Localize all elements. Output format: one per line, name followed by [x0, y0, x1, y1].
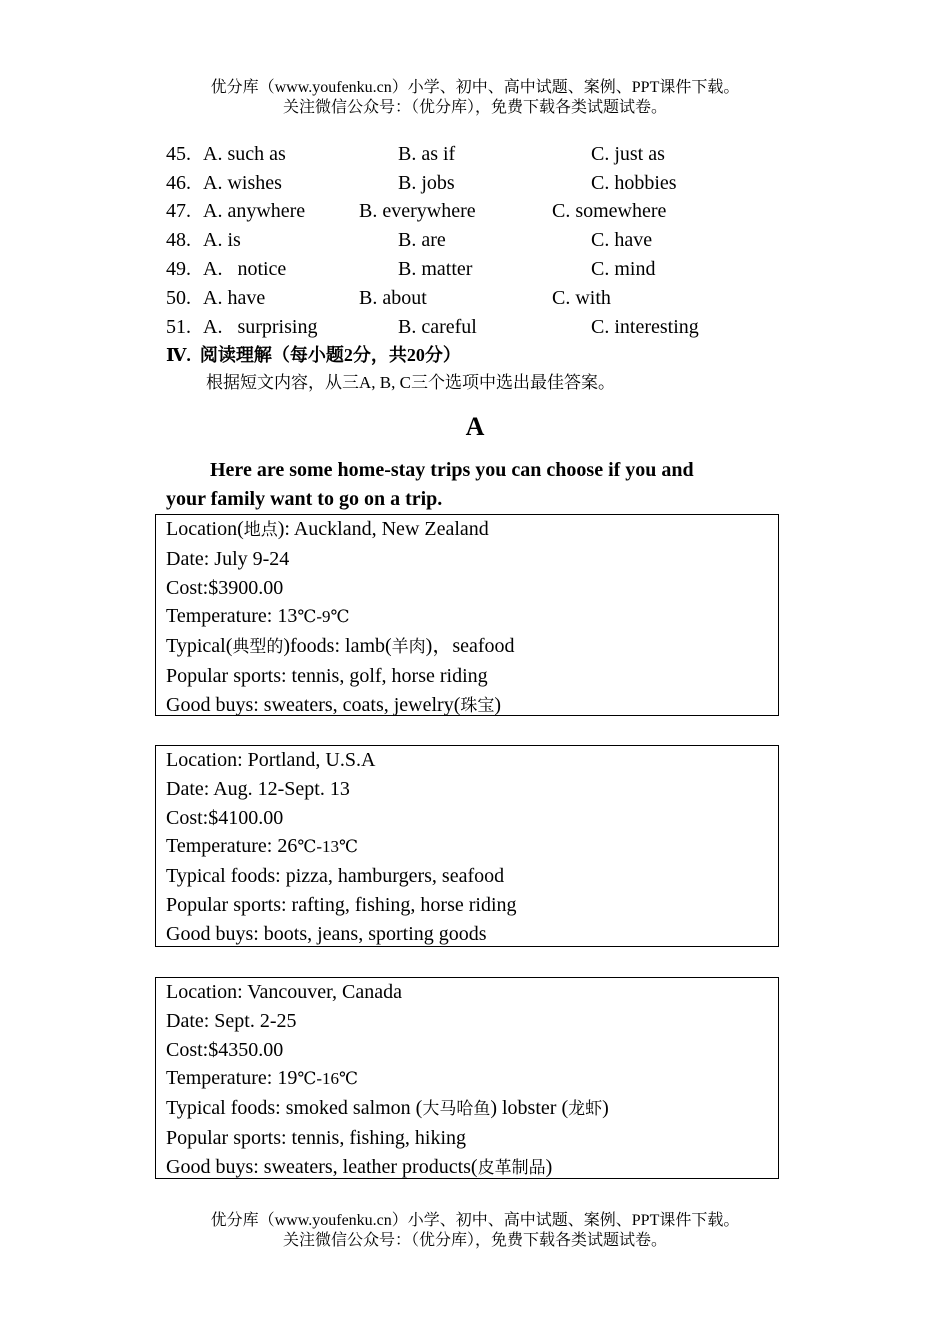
- question-number: 47.: [166, 200, 191, 222]
- trip-card-portland: [155, 745, 779, 947]
- header-line-2: 关注微信公众号：（优分库），免费下载各类试题试卷。: [282, 99, 667, 116]
- trip-foods: Typical foods: smoked salmon (大马哈鱼) lobster (龙虾): [166, 1097, 609, 1120]
- option-c: C. with: [552, 287, 611, 309]
- option-c: C. interesting: [591, 316, 699, 338]
- question-number: 45.: [166, 143, 191, 165]
- trip-location: Location: Portland, U.S.A: [166, 749, 376, 771]
- passage-intro: [166, 456, 766, 514]
- trip-date: Date: July 9-24: [166, 547, 290, 570]
- trip-sports: Popular sports: tennis, fishing, hiking: [166, 1126, 466, 1149]
- option-b: B. careful: [398, 316, 477, 338]
- passage-heading: A: [465, 412, 485, 441]
- option-a: A. such as: [203, 143, 286, 165]
- option-c: C. somewhere: [552, 200, 667, 222]
- option-c: C. mind: [591, 258, 656, 280]
- option-b: B. jobs: [398, 172, 455, 194]
- question-number: 48.: [166, 229, 191, 251]
- footer-line-1: 优分库（www.youfenku.cn）小学、初中、高中试题、案例、PPT课件下载。: [210, 1212, 740, 1229]
- option-a: A. anywhere: [203, 200, 306, 222]
- header-line-1: 优分库（www.youfenku.cn）小学、初中、高中试题、案例、PPT课件下载。: [210, 79, 740, 96]
- option-a: A. is: [203, 229, 241, 251]
- question-number: 50.: [166, 287, 191, 309]
- trip-cost: Cost:$4350.00: [166, 1038, 284, 1061]
- option-a: A. notice: [203, 258, 287, 280]
- section-instruction: 根据短文内容，从三A, B, C三个选项中选出最佳答案。: [206, 373, 615, 392]
- trip-date: Date: Sept. 2-25: [166, 1009, 297, 1032]
- trip-location: Location(地点): Auckland, New Zealand: [166, 518, 489, 540]
- trip-buys: Good buys: boots, jeans, sporting goods: [166, 922, 487, 945]
- trip-temperature: Temperature: 19℃-16℃: [166, 1067, 359, 1090]
- trip-foods: Typical foods: pizza, hamburgers, seafood: [166, 865, 505, 888]
- footer-line-2: 关注微信公众号：（优分库），免费下载各类试题试卷。: [282, 1232, 667, 1249]
- option-a: A. surprising: [203, 316, 318, 338]
- question-number: 49.: [166, 258, 191, 280]
- option-b: B. as if: [398, 143, 456, 165]
- section-title: Ⅳ. 阅读理解（每小题2分，共20分）: [166, 345, 461, 365]
- intro-line-1: Here are some home-stay trips you can choose if you and: [210, 459, 694, 481]
- option-a: A. wishes: [203, 172, 282, 194]
- trip-cost: Cost:$4100.00: [166, 806, 284, 829]
- trip-card-auckland: [155, 514, 779, 716]
- option-b: B. are: [398, 229, 446, 251]
- page-footer: [0, 1211, 950, 1251]
- trip-date: Date: Aug. 12-Sept. 13: [166, 777, 350, 800]
- question-number: 46.: [166, 172, 191, 194]
- option-c: C. hobbies: [591, 172, 677, 194]
- trip-card-vancouver: [155, 977, 779, 1179]
- option-a: A. have: [203, 287, 266, 309]
- page-header: [0, 78, 950, 118]
- trip-sports: Popular sports: tennis, golf, horse riding: [166, 664, 488, 687]
- intro-line-2: your family want to go on a trip.: [166, 488, 443, 510]
- question-number: 51.: [166, 316, 191, 338]
- option-b: B. about: [359, 287, 427, 309]
- trip-foods: Typical(典型的)foods: lamb(羊肉)，seafood: [166, 635, 515, 658]
- option-c: C. have: [591, 229, 653, 251]
- option-b: B. everywhere: [359, 200, 476, 222]
- trip-sports: Popular sports: rafting, fishing, horse riding: [166, 893, 517, 916]
- option-c: C. just as: [591, 143, 665, 165]
- option-b: B. matter: [398, 258, 473, 280]
- trip-location: Location: Vancouver, Canada: [166, 981, 402, 1003]
- trip-temperature: Temperature: 13℃-9℃: [166, 605, 350, 628]
- trip-buys: Good buys: sweaters, leather products(皮革制品): [166, 1155, 553, 1178]
- trip-cost: Cost:$3900.00: [166, 576, 284, 599]
- trip-temperature: Temperature: 26℃-13℃: [166, 835, 359, 858]
- trip-buys: Good buys: sweaters, coats, jewelry(珠宝): [166, 693, 502, 716]
